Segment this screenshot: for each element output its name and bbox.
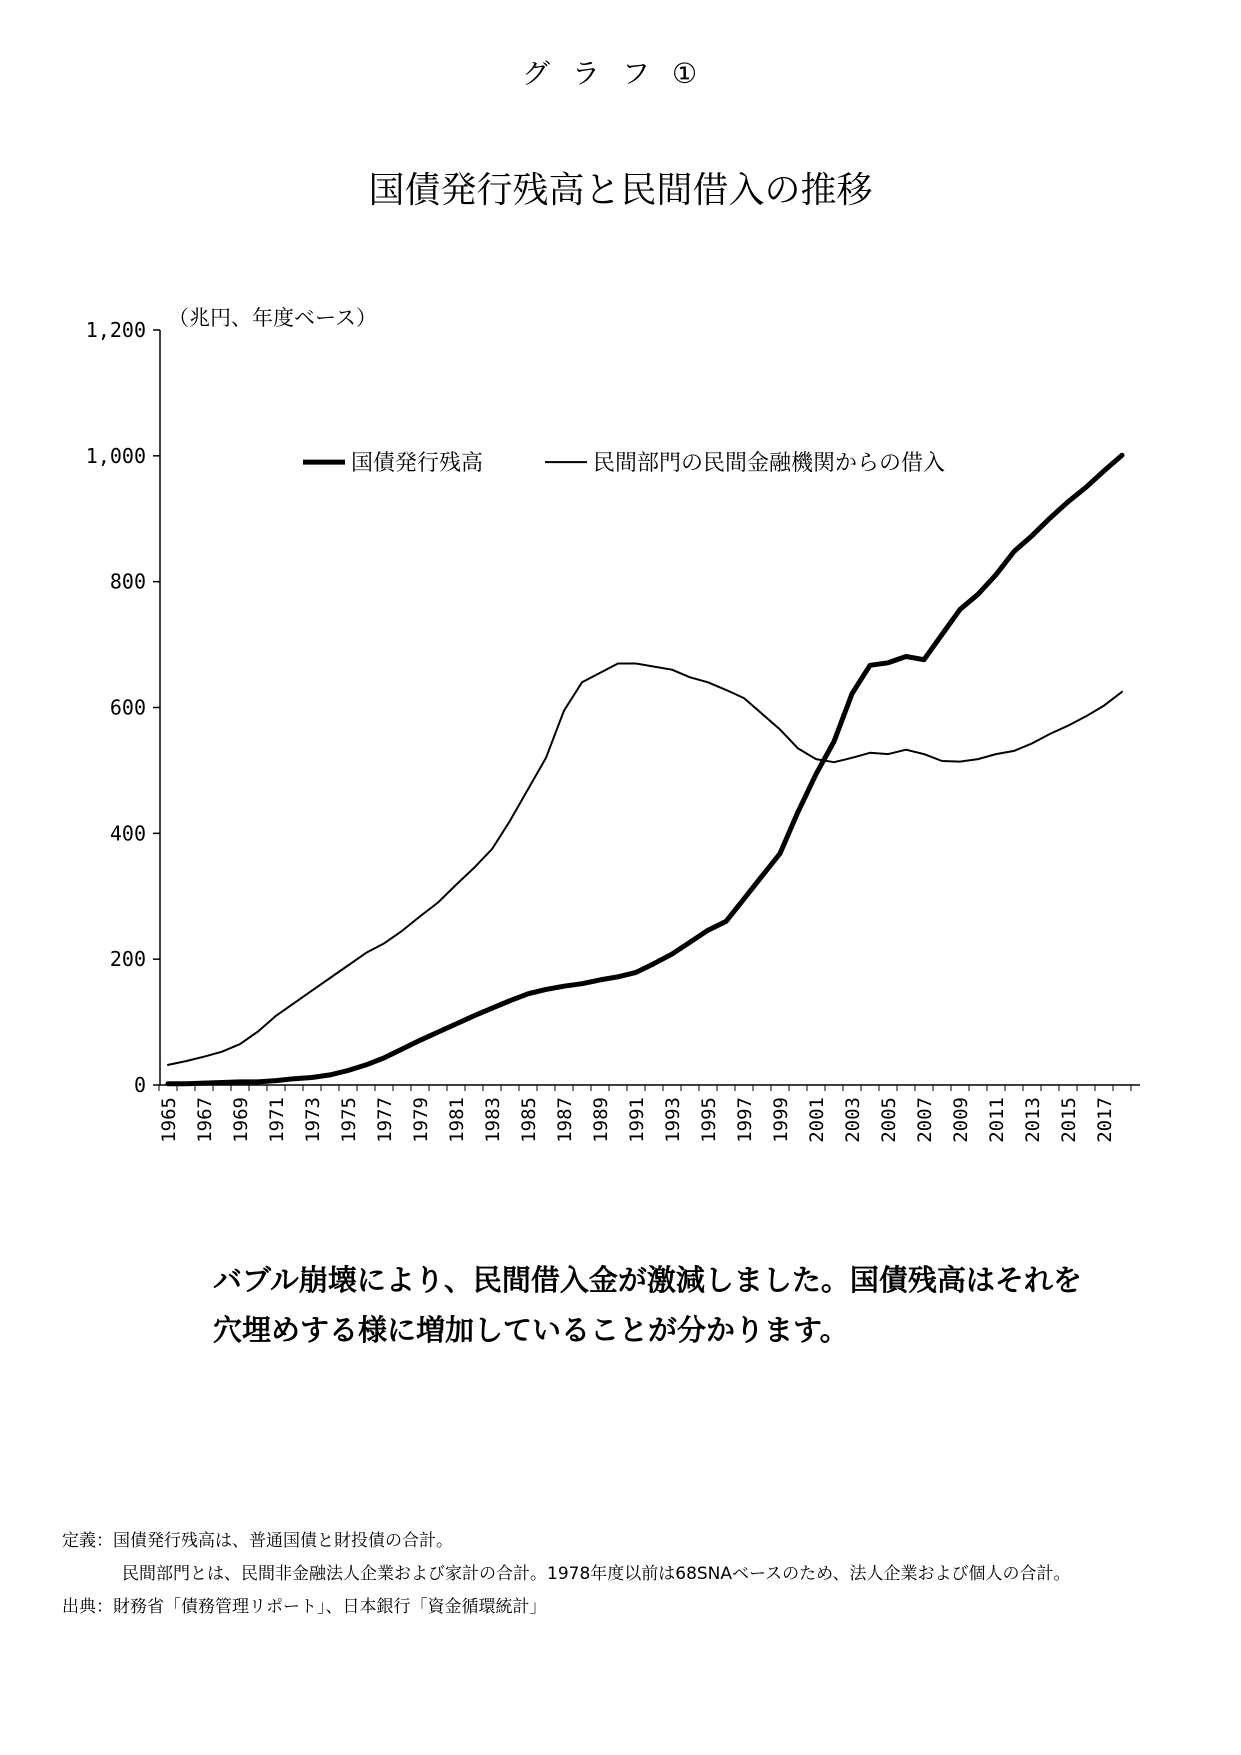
x-tick-label: 1967 [194, 1097, 216, 1143]
x-tick-label: 1997 [734, 1097, 756, 1143]
graph-label: グラフ① [521, 57, 720, 90]
chart [0, 290, 1241, 1190]
x-tick-label: 1993 [662, 1097, 684, 1143]
x-tick-label: 1999 [770, 1097, 792, 1143]
caption [213, 1255, 1113, 1355]
x-tick-label: 1971 [266, 1097, 288, 1143]
axes [86, 306, 1140, 1143]
x-tick-label: 2017 [1094, 1097, 1116, 1143]
y-tick-label: 1,000 [85, 443, 146, 468]
definition-line-1: 定義：国債発行残高は、普通国債と財投債の合計。 [62, 1531, 453, 1551]
x-tick-label: 1973 [302, 1097, 324, 1143]
legend-label-jgb: 国債発行残高 [351, 451, 484, 477]
x-tick-label: 1975 [338, 1097, 360, 1143]
definition-line-2: 民間部門とは、民間非金融法人企業および家計の合計。1978年度以前は68SNAベースのため、法人企業および個人の合計。 [122, 1564, 1071, 1584]
y-tick-label: 200 [109, 947, 146, 972]
x-tick-label: 1989 [590, 1097, 612, 1143]
y-tick-label: 1,200 [85, 318, 146, 342]
x-tick-label: 2005 [878, 1097, 900, 1143]
series-layer [168, 455, 1122, 1083]
x-tick-label: 1979 [410, 1097, 432, 1143]
series-jgb-outstanding [168, 455, 1122, 1083]
x-tick-label: 1985 [518, 1097, 540, 1143]
x-tick-label: 1969 [230, 1097, 252, 1143]
x-tick-label: 1995 [698, 1097, 720, 1143]
x-tick-label: 2015 [1058, 1097, 1080, 1143]
y-tick-label: 0 [133, 1073, 146, 1097]
legend-label-private: 民間部門の民間金融機関からの借入 [593, 451, 946, 477]
x-tick-label: 2007 [914, 1097, 936, 1143]
x-tick-label: 1991 [626, 1097, 648, 1143]
caption-line-1: バブル崩壊により、民間借入金が激減しました。国債残高はそれを [213, 1263, 1082, 1297]
x-tick-label: 2003 [842, 1097, 864, 1143]
x-tick-label: 2011 [986, 1097, 1008, 1143]
y-tick-label: 800 [109, 569, 146, 594]
notes [62, 1525, 1222, 1624]
series-private-borrowing [168, 664, 1122, 1065]
y-axis-label: （兆円、年度ベース） [168, 306, 377, 330]
y-tick-label: 600 [109, 695, 146, 720]
legend [303, 451, 945, 476]
x-tick-label: 1977 [374, 1097, 396, 1143]
x-tick-label: 1987 [554, 1097, 576, 1143]
x-tick-label: 2009 [950, 1097, 972, 1143]
x-tick-label: 1983 [482, 1097, 504, 1143]
x-tick-label: 2013 [1022, 1097, 1044, 1143]
y-tick-label: 400 [109, 821, 146, 846]
x-tick-label: 2001 [806, 1097, 828, 1143]
source-note: 出典：財務省「債務管理リポート」、日本銀行「資金循環統計」 [62, 1597, 547, 1617]
caption-line-2: 穴埋めする様に増加していることが分かります。 [213, 1313, 849, 1347]
x-tick-label: 1965 [158, 1097, 180, 1143]
chart-title: 国債発行残高と民間借入の推移 [368, 170, 873, 211]
x-tick-label: 1981 [446, 1097, 468, 1143]
